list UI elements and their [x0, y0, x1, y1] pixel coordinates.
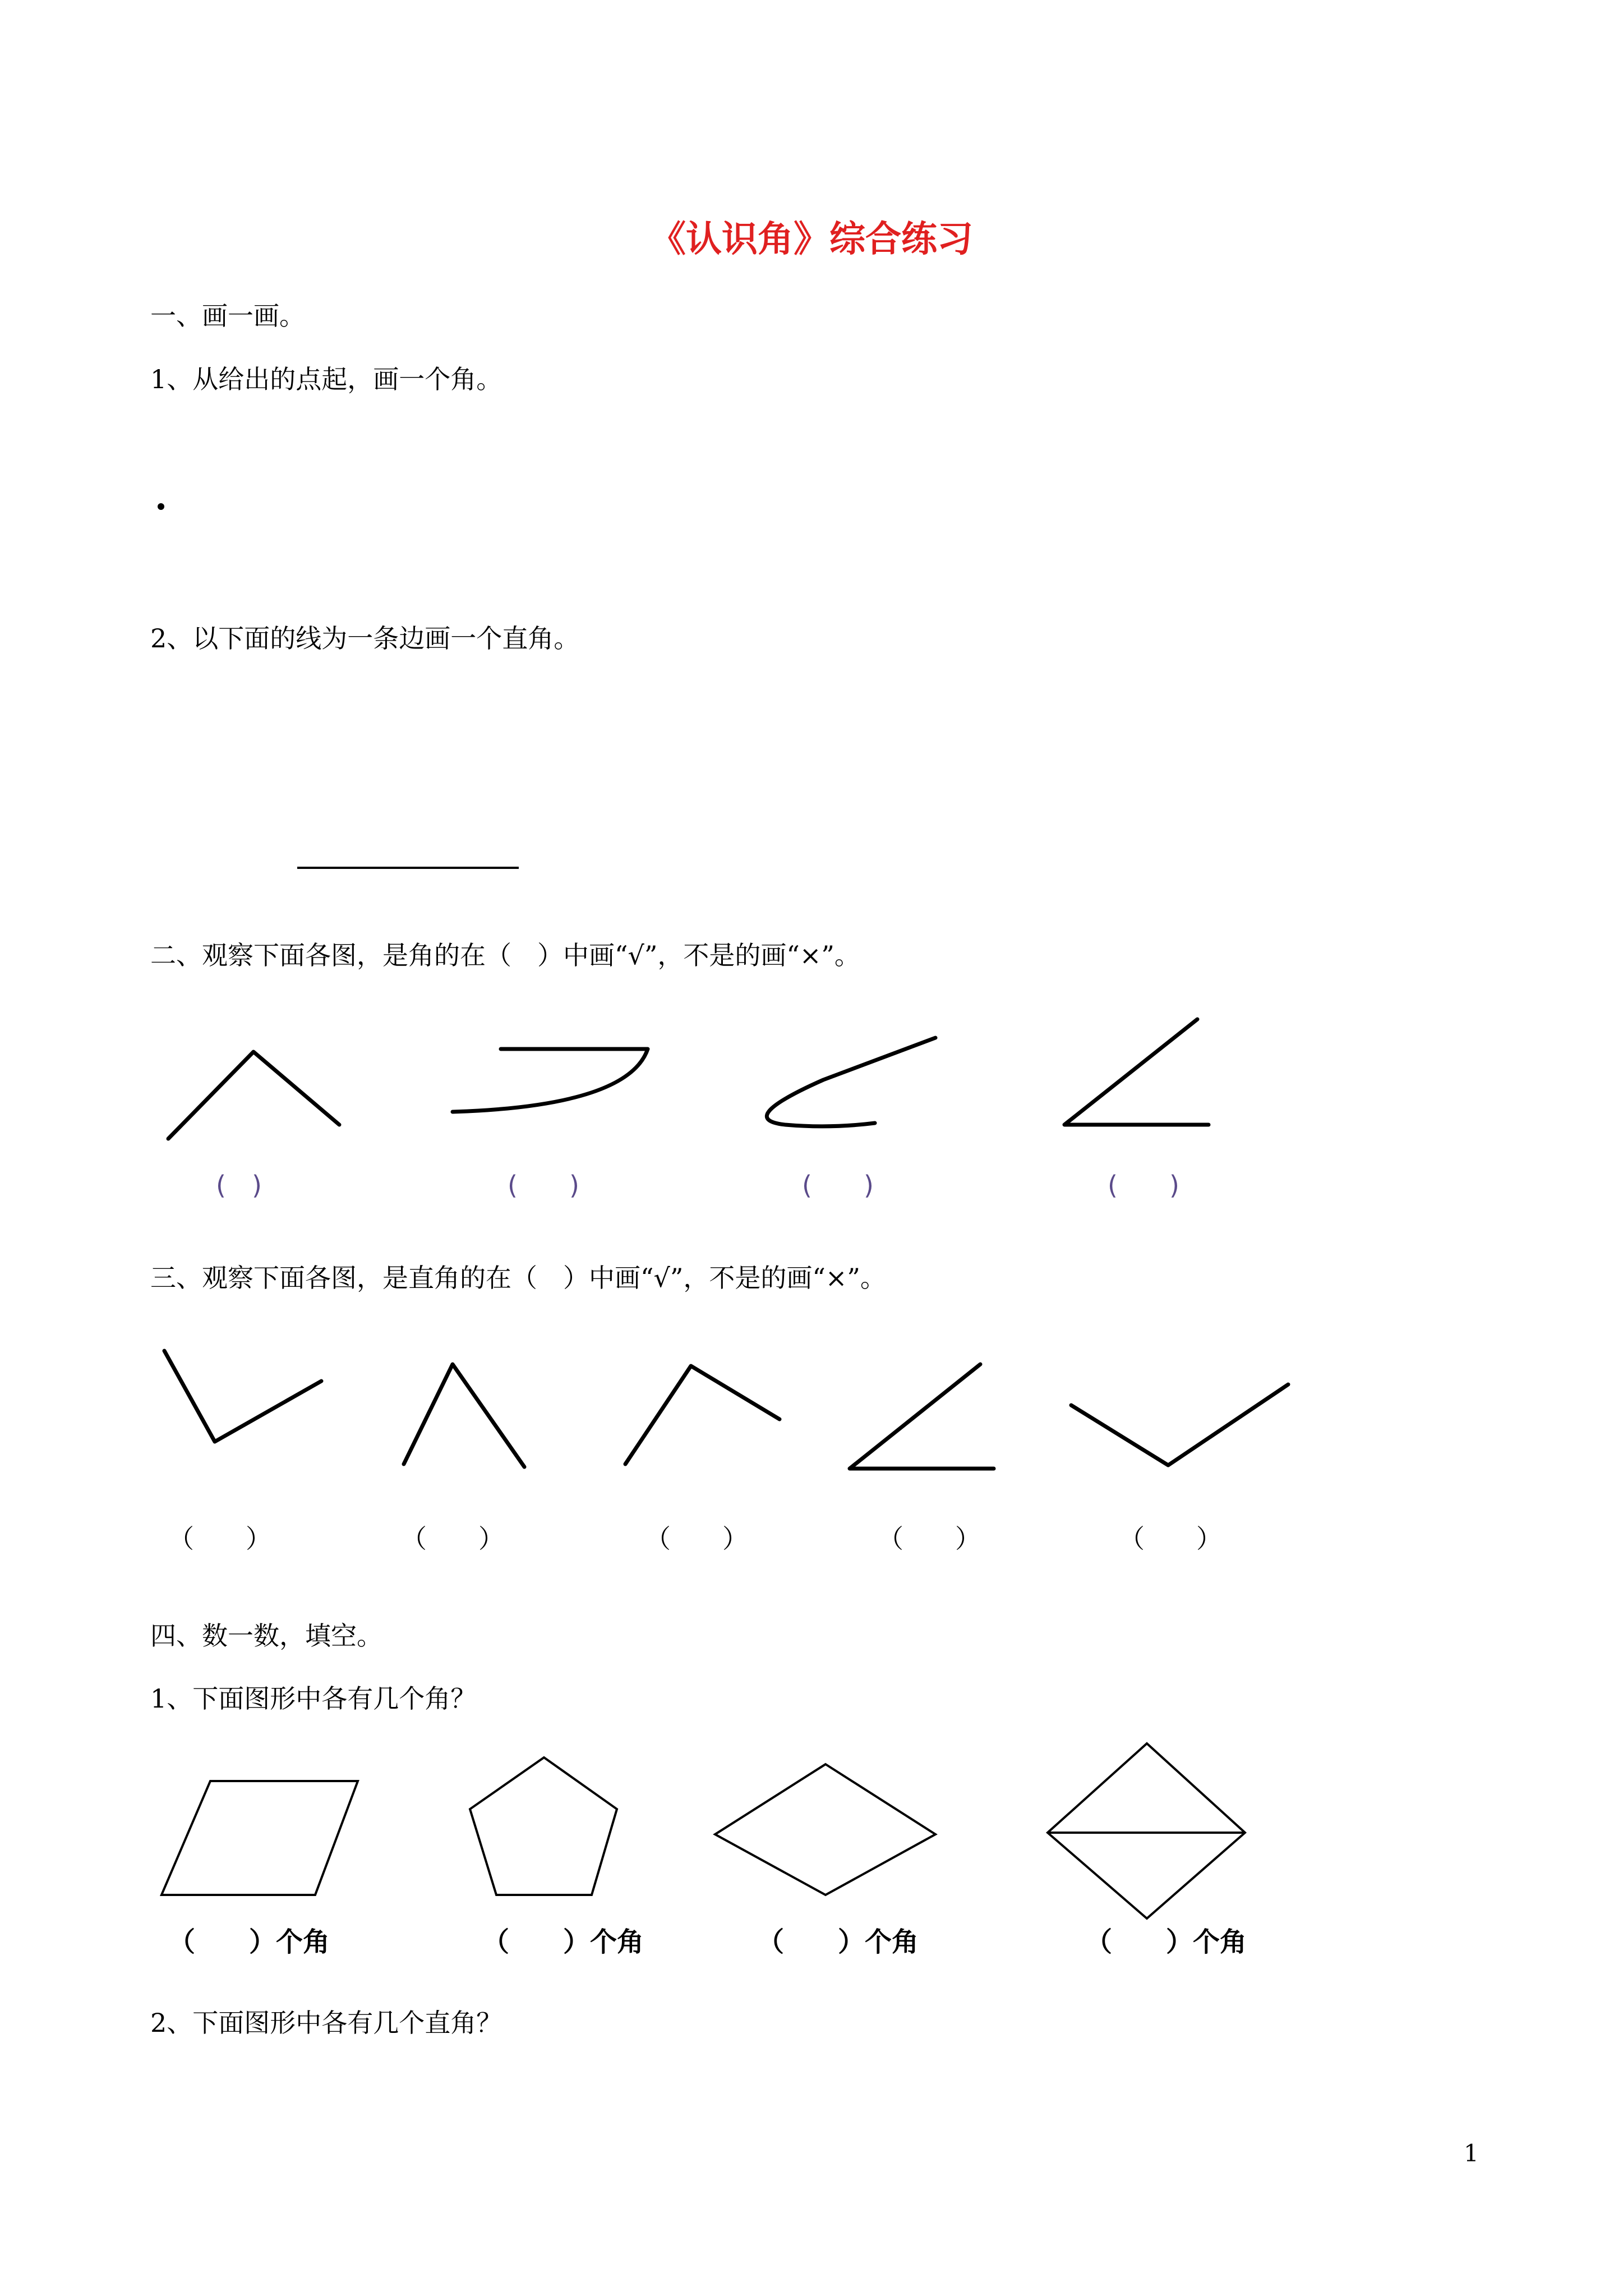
section-1-heading: 一、画一画。 — [150, 301, 305, 331]
section-4-question-2: 2、下面图形中各有几个直角？ — [150, 2008, 502, 2038]
parallelogram-shape — [162, 1781, 358, 1895]
section-3-answer-2[interactable]: （ ） — [401, 1524, 504, 1554]
figure-2-2-curve — [453, 1049, 648, 1112]
section-2-answer-3[interactable]: ( ) — [802, 1170, 874, 1200]
section-4-question-1: 1、下面图形中各有几个角？ — [150, 1683, 477, 1714]
section-4-heading: 四、数一数，填空。 — [150, 1621, 382, 1651]
figure-3-1-angle — [164, 1351, 321, 1442]
section-2-heading: 二、观察下面各图，是角的在（ ）中画“√”，不是的画“×”。 — [150, 940, 860, 970]
page-title: 《认识角》综合练习 — [650, 218, 973, 260]
section-4-answer-2[interactable]: （ ）个角 — [482, 1926, 644, 1958]
section-3-heading: 三、观察下面各图，是直角的在（ ）中画“√”，不是的画“×”。 — [150, 1263, 886, 1293]
figure-3-2-angle — [404, 1364, 524, 1467]
page-number: 1 — [1464, 2139, 1479, 2167]
figure-3-5-angle — [1071, 1384, 1288, 1465]
section-4-answer-1[interactable]: （ ）个角 — [168, 1926, 330, 1958]
section-1-question-2: 2、以下面的线为一条边画一个直角。 — [150, 623, 580, 654]
section-4-answer-3[interactable]: （ ）个角 — [757, 1926, 919, 1958]
section-1-question-1: 1、从给出的点起，画一个角。 — [150, 364, 502, 394]
section-2-answer-2[interactable]: ( ) — [508, 1170, 579, 1200]
figure-2-1-angle — [168, 1052, 339, 1139]
divided-diamond-shape — [1048, 1743, 1245, 1918]
section-2-answer-4[interactable]: ( ) — [1108, 1170, 1179, 1200]
section-3-answer-3[interactable]: （ ） — [645, 1524, 748, 1554]
pentagon-shape — [470, 1757, 617, 1895]
section-3-answer-4[interactable]: （ ） — [878, 1524, 981, 1554]
section-3-answer-1[interactable]: （ ） — [168, 1524, 271, 1554]
rhombus-shape — [715, 1764, 935, 1895]
section-2-answer-1[interactable]: ( ) — [216, 1170, 262, 1200]
start-point-dot — [158, 503, 164, 510]
figure-3-3-angle — [625, 1366, 780, 1464]
figure-2-3-curve-angle — [767, 1038, 935, 1126]
section-3-answer-5[interactable]: （ ） — [1119, 1524, 1222, 1554]
figure-2-4-angle — [1064, 1019, 1209, 1125]
section-4-answer-4[interactable]: （ ）个角 — [1085, 1926, 1247, 1958]
figure-3-4-angle — [850, 1364, 994, 1469]
